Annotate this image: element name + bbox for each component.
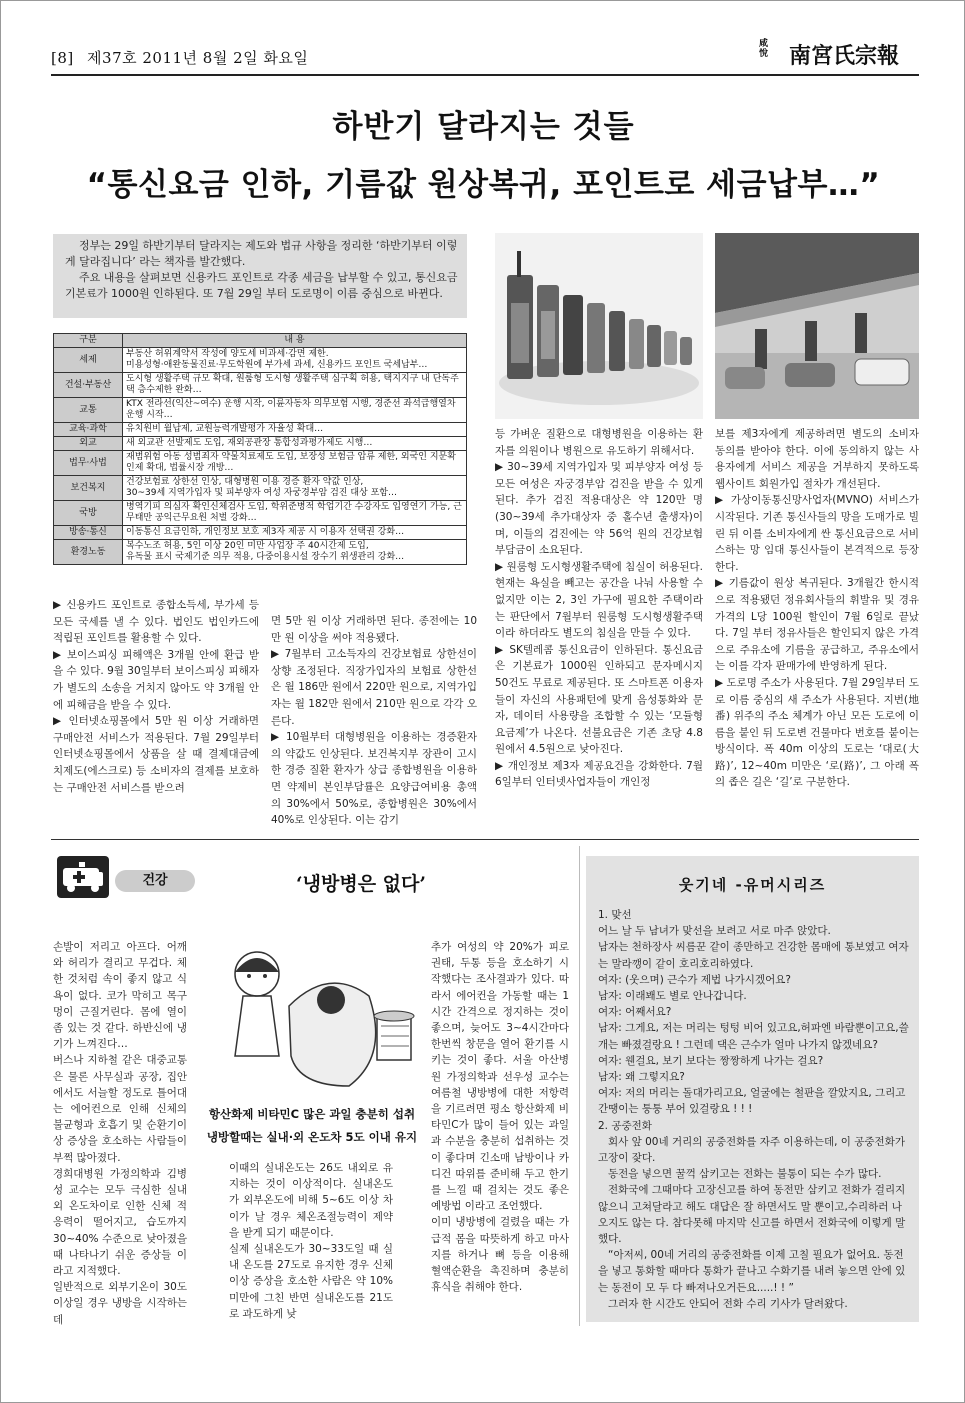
- article-paragraph: ▶ 원룸형 도시형생활주택에 침실이 허용된다. 현재는 욕실을 빼고는 공간을 나눠 사용할 수 없지만 이는 2, 3인 가구에 필요한 주택이라는 판단에서 7월부터 원룸형 도시형생활주택이라 하더라도 별도의 침실을 만들 수 있다.: [495, 560, 703, 640]
- table-row: [54, 451, 467, 476]
- humor-line: 회사 앞 00네 거리의 공중전화를 자주 이용하는데, 이 공중전화가 고장이 잦다.: [598, 1135, 905, 1165]
- humor-section-title: 2. 공중전화: [598, 1119, 652, 1132]
- table-cell-content: [123, 348, 467, 373]
- table-line: 유독물 표시 국제기준 의무 적용, 다중이용시설 장수기 위생관리 강화…: [126, 552, 405, 562]
- table-cell-category: 환경노동: [54, 540, 123, 565]
- health-column-1: [53, 939, 187, 1328]
- table-cell-content: [123, 437, 467, 451]
- article-paragraph: 보를 제3자에게 제공하려면 별도의 소비자 동의를 받아야 한다. 이에 동의하지 않는 사용자에게 서비스 제공을 거부하지 못하도록 웹사이트 회원가입 절차가 개선된다.: [715, 428, 919, 490]
- column-divider: [579, 846, 580, 1326]
- article-column-3: [495, 426, 703, 791]
- ambulance-icon: [57, 856, 109, 898]
- article-column-2: [271, 613, 477, 829]
- humor-line: 남자는 천하장사 씨름꾼 같이 종만하고 건강한 몸매에 통보였고 여자는 말라깽이 같이 호리호리하였다.: [598, 941, 909, 970]
- illustration-caption: 항산화제 비타민C 많은 과일 충분히 섭취: [208, 1107, 416, 1121]
- table-cell-category: 교육·과학: [54, 423, 123, 437]
- table-line: 미용성형·애완동물진료·무도학원에 부가세 과세, 신용카드 포인트 국세납부…: [126, 360, 428, 370]
- health-column-3: [431, 939, 569, 1295]
- article-column-4: [715, 426, 919, 791]
- summary-table: [53, 333, 467, 565]
- table-row: [54, 423, 467, 437]
- table-cell-category: 법무·사법: [54, 451, 123, 476]
- article-paragraph: ▶ 30~39세 지역가입자 및 피부양자 여성 등 모든 여성은 자궁경부암 검진을 받을 수 있게 된다. 추가 검진 적용대상은 약 120만 명(30~39세 추가대상자 중 홀수년 출생자)이며, 이들의 검진에는 약 56억 원의 건강보험 부담금이 소요된다.: [495, 461, 703, 557]
- table-cell-category: 국방: [54, 501, 123, 526]
- table-cell-content: [123, 398, 467, 423]
- article-paragraph: 이때의 실내온도는 26도 내외로 유지하는 것이 이상적이다. 실내온도가 외부온도에 비해 5~6도 이상 차이가 날 경우 체온조절능력이 제약을 받게 되기 때문이다.: [229, 1162, 393, 1239]
- article-paragraph: 손발이 저리고 아프다. 어깨와 허리가 결리고 무겁다. 체한 것처럼 속이 좋지 않고 식욕이 없다. 코가 막히고 목구멍이 근질거린다. 몸에 열이 좀 있는 것 같다. 하반신에 냉기가 느껴진다…: [53, 941, 187, 1051]
- table-cell-category: 보건복지: [54, 476, 123, 501]
- table-row: [54, 540, 467, 565]
- table-cell-category: 외교: [54, 437, 123, 451]
- table-row: [54, 348, 467, 373]
- health-article-title: ‘냉방병은 없다’: [296, 873, 426, 895]
- table-row: [54, 476, 467, 501]
- gas-station-photo: [715, 233, 919, 419]
- article-paragraph: ▶ 기름값이 원상 복귀된다. 3개월간 한시적으로 적용됐던 정유회사들의 휘발유 및 경유 가격의 L당 100원 할인이 7월 6일로 끝났다. 7일 부터 정유사들은 할인되지 않은 가격으로 주유소에 기름을 공급하고, 주유소에서는 이를 각자 판매가에 반영하게 된다.: [715, 577, 919, 673]
- article-paragraph: ▶ 보이스피싱 피해액은 3개월 안에 환급 받을 수 있다. 9월 30일부터 보이스피싱 피해자가 별도의 소송을 거치지 않아도 약 3개월 안에 피해금을 받을 수 있다.: [53, 648, 259, 711]
- paper-small-mark: 咸悅: [759, 39, 769, 59]
- humor-line: 여자: (웃으며) 근수가 제법 나가시겠어요?: [598, 973, 791, 986]
- table-line: KTX 전라선(익산~여수) 운행 시작, 이륜자동차 의무보험 시행, 경준선 좌석급행열차 운행 시작…: [126, 399, 456, 420]
- humor-line: 남자: 이래봬도 별로 안나갑니다.: [598, 990, 747, 1003]
- table-cell-content: [123, 373, 467, 398]
- paper-name: 南宮氏宗報: [789, 43, 900, 69]
- table-line: 재범위험 아동 성범죄자 약물치료제도 도입, 보장성 보험금 압류 제한, 외국인 지문확인제 확대, 법률시장 개방…: [126, 452, 456, 473]
- humor-line: 동전을 넣으면 꿀꺽 삼키고는 전화는 불통이 되는 수가 많다.: [608, 1168, 882, 1181]
- table-cell-content: [123, 451, 467, 476]
- intro-paragraph: 주요 내용을 살펴보면 신용카드 포인트로 각종 세금을 납부할 수 있고, 통신요금 기본료가 1000원 인하된다. 또 7월 29일 부터 도로명이 이름 중심으로 바뀐다.: [65, 271, 458, 300]
- table-cell-content: [123, 540, 467, 565]
- article-paragraph: ▶ 가상이동통신망사업자(MVNO) 서비스가 시작된다. 기존 통신사들의 망을 도매가로 빌린 뒤 이를 소비자에게 싼 통신요금으로 서비스하는 망 임대 통신사들이 본격적으로 등장한다.: [715, 494, 919, 573]
- article-paragraph: ▶ 인터넷쇼핑몰에서 5만 원 이상 거래하면 구매안전 서비스가 적용된다. 7월 29일부터 인터넷쇼핑몰에서 상품을 살 때 결제대금예치제도(에스크로) 등 소비자의 결제를 보호하는 구매안전 서비스를 받으려: [53, 715, 259, 794]
- table-row: [54, 437, 467, 451]
- table-line: 30~39세 지역가입자 및 피부양자 여성 자궁경부암 검진 대상 포함…: [126, 488, 397, 498]
- table-cell-content: [123, 501, 467, 526]
- women-blanket-illustration: [199, 936, 429, 1096]
- health-column-2: [229, 1160, 393, 1322]
- table-line: 부동산 허위계약서 작성에 양도세 비과세·감면 제한.: [126, 349, 329, 359]
- table-line: 건강보험료 상한선 인상, 대형병원 이용 경증 환자 약값 인상,: [126, 477, 364, 487]
- article-paragraph: ▶ 도로명 주소가 사용된다. 7월 29일부터 도로 이름 중심의 새 주소가 사용된다. 지번(地番) 위주의 주소 체계가 아닌 모든 도로에 이름을 붙인 뒤 도로변 건물마다 번호를 붙이는 방식이다. 폭 40m 이상의 도로는 ‘대로(大路)’, 12~40m 미만은 ‘로(路)’, 그 아래 폭의 좁은 길은 ‘길’로 구분한다.: [715, 676, 919, 789]
- article-paragraph: 일반적으로 외부기온이 30도 이상일 경우 냉방을 시작하는데: [53, 1281, 187, 1326]
- intro-box: [53, 234, 467, 318]
- table-line: 유치원비 월납제, 교원능력개발평가 자율성 확대…: [126, 424, 324, 434]
- table-cell-category: 건설·부동산: [54, 373, 123, 398]
- article-paragraph: ▶ 10월부터 대형병원을 이용하는 경증환자의 약값도 인상된다. 보건복지부 장관이 고시한 경증 질환 환자가 상급 종합병원을 이용하면 약제비 본인부담률은 요양급여비용 총액의 30%에서 50%로, 종합병원은 30%에서 40%로 인상된다. 이는 감기: [271, 731, 477, 827]
- article-paragraph: ▶ 7월부터 고소득자의 건강보험료 상한선이 상향 조정된다. 직장가입자의 보험료 상한선은 월 186만 원에서 220만 원으로, 지역가입자는 월 182만 원에서 210만 원으로 각각 오른다.: [271, 648, 477, 727]
- table-header-content: 내 용: [123, 334, 467, 348]
- health-illustration: [199, 936, 429, 1096]
- article-paragraph: 버스나 지하철 같은 대중교통은 물론 사무실과 공장, 집안에서도 서늘할 정도로 틀어대는 에어컨으로 인해 신체의 불균형과 호흡기 및 순환기이상 증상을 호소하는 사람들이 부쩍 많아졌다.: [53, 1054, 187, 1164]
- table-line: 이동통신 요금인하, 개인정보 보호 제3자 제공 시 이용자 선택권 강화…: [126, 527, 405, 537]
- page-number: [8]: [51, 49, 74, 67]
- humor-line: 전화국에 그때마다 고장신고를 하여 동전만 삼키고 전화가 걸리지 않으니 고쳐달라고 해도 대답은 잘 하면서도 말 뿐이고,수리하러 나오지도 않는 다. 참다못해 마지막 신고를 하면서 전화국에 이렇게 말했다.: [598, 1184, 906, 1246]
- table-row: [54, 398, 467, 423]
- gas-station-illustration: [715, 233, 919, 419]
- humor-line: 여자: 웬걸요, 보기 보다는 짱짱하게 나가는 걸요?: [598, 1054, 824, 1067]
- humor-line: “아저씨, 00네 거리의 공중전화를 이제 고칠 필요가 없어요. 동전을 넣고 통화할 때마다 통화가 끝나고 수화기를 내려 놓으면 안에 있는 동전이 모 두 다 빠져나오거든요.....! ! ”: [598, 1249, 906, 1294]
- humor-line: 어느 날 두 남녀가 맞선을 보려고 서로 마주 앉았다.: [598, 925, 831, 938]
- table-cell-category: 교통: [54, 398, 123, 423]
- section-divider: [51, 839, 919, 840]
- article-paragraph: ▶ 신용카드 포인트로 종합소득세, 부가세 등 모든 국세를 낼 수 있다. 법인도 법인카드에 적립된 포인트를 활용할 수 있다.: [53, 599, 259, 645]
- table-line: 병역기피 의심자 확인신체검사 도입, 학위준병적 학업기간 수강자도 입영연기 가능, 근무태만 공익근무요원 처벌 강화…: [126, 502, 462, 523]
- article-paragraph: 이미 냉방병에 걸렸을 때는 가급적 몸을 따뜻하게 하고 마사지를 하거나 뼈 등을 이용해 혈액순환을 촉진하며 충분히 휴식을 취해야 한다.: [431, 1216, 569, 1294]
- table-cell-category: 세제: [54, 348, 123, 373]
- phones-illustration: [495, 233, 703, 419]
- table-line: 새 외교관 선발제도 도입, 재외공관장 통합성과평가제도 시행…: [126, 438, 373, 448]
- intro-paragraph: 정부는 29일 하반기부터 달라지는 제도와 법규 사항을 정리한 ‘하반기부터 이렇게 달라집니다’ 라는 책자를 발간했다.: [65, 239, 458, 268]
- humor-line: 남자: 그게요, 저는 머리는 텅텅 비어 있고요,허파엔 바람뿐이고요,쓸개는 빠졌걸랑요 ! 그런데 댁은 근수가 얼마 나가지 않겠네요?: [598, 1022, 909, 1051]
- article-paragraph: 등 가벼운 질환으로 대형병원을 이용하는 환자를 의원이나 병원으로 유도하기 위해서다.: [495, 428, 703, 457]
- table-line: 복수노조 허용, 5인 이상 20인 미만 사업장 주 40시간제 도입,: [126, 541, 369, 551]
- table-row: [54, 526, 467, 540]
- header-rule: [51, 74, 919, 76]
- headline-subtitle: “통신요금 인하, 기름값 원상복귀, 포인트로 세금납부…”: [86, 167, 881, 203]
- table-header-category: 구분: [54, 334, 123, 348]
- table-cell-content: [123, 476, 467, 501]
- humor-section-title: 1. 맞선: [598, 909, 632, 921]
- humor-line: 남자: 왜 그렇지요?: [598, 1071, 685, 1084]
- table-row: [54, 501, 467, 526]
- table-cell-content: [123, 423, 467, 437]
- mobile-phones-photo: [495, 233, 703, 419]
- humor-line: 그러자 한 시간도 안되어 전화 수리 기사가 달려왔다.: [608, 1297, 848, 1310]
- health-section-badge: 건강: [115, 870, 195, 892]
- table-cell-category: 방송·통신: [54, 526, 123, 540]
- issue-date: 제37호 2011년 8월 2일 화요일: [87, 49, 309, 67]
- headline-title: 하반기 달라지는 것들: [332, 109, 635, 145]
- article-paragraph: 실제 실내온도가 30~33도일 때 실내 온도를 27도로 유지한 경우 신체 이상 증상을 호소한 사람은 약 10%미만에 그친 반면 실내온도를 21도로 과도하게 낮: [229, 1243, 393, 1320]
- illustration-caption: 냉방할때는 실내·외 온도차 5도 이내 유지: [206, 1130, 418, 1144]
- table-header-row: [54, 334, 467, 348]
- issue-header: [51, 47, 308, 68]
- article-paragraph: 경희대병원 가정의학과 김병성 교수는 모두 극심한 실내외 온도차이로 인한 신체 적응력이 떨어지고, 습도까지 30~40% 수준으로 낮아졌을 때 나타나기 쉬운 증상들 이라고 지적했다.: [53, 1167, 187, 1278]
- article-paragraph: 면 5만 원 이상 거래하면 된다. 종전에는 10만 원 이상을 써야 적용됐다.: [271, 615, 477, 644]
- article-paragraph: 추가 여성의 약 20%가 피로권태, 두통 등을 호소하기 시작했다는 조사결과가 있다. 따라서 에어컨을 가동할 때는 1시간 간격으로 정지하는 것이 좋으며, 늦어도 3~4시간마다 한번씩 창문을 열어 환기를 시키는 것이 좋다. 서울 아산병원 가정의학과 선우성 교수는 여름철 냉방병에 대한 저항력을 기르려면 평소 항산화제 비타민C가 많이 들어 있는 과일과 수분을 충분히 섭취하는 것이 좋다며 긴소매 남방이나 카디건 따위를 준비해 두고 한기를 느낄 때 걸치는 것도 좋은 예방법 이라고 조언했다.: [431, 941, 569, 1213]
- table-row: [54, 373, 467, 398]
- article-column-1: [53, 597, 259, 796]
- humor-line: 여자: 어째서요?: [598, 1006, 672, 1019]
- table-line: 도시형 생활주택 규모 확대, 원룸형 도시형 생활주택 심구획 허용, 택지지구 내 단독주택 층수제한 완화…: [126, 374, 459, 395]
- humor-title: 웃기네 -유머시리즈: [678, 876, 827, 894]
- humor-body: [598, 907, 910, 1312]
- table-cell-content: [123, 526, 467, 540]
- article-paragraph: ▶ 개인정보 제3자 제공요건을 강화한다. 7월 6일부터 인터넷사업자들이 개인정: [495, 759, 703, 789]
- article-paragraph: ▶ SK텔레콤 통신요금이 인하된다. 통신요금은 기본료가 1000원 인하되고 문자메시지 50건도 무료로 제공된다. 또 스마트폰 이용자들이 자신의 사용패턴에 맞게 음성통화와 문자, 데이터 사용량을 조합할 수 있는 ‘모듈형 요금제’가 나온다. 선불요금은 기존 초당 4.8원에서 4.5원으로 낮아진다.: [495, 643, 703, 756]
- humor-line: 여자: 저의 머리는 돌대가리고요, 얼굴에는 철판을 깔았지요, 그리고 간땡이는 퉁퉁 부어 있걸랑요 ! ! !: [598, 1087, 906, 1116]
